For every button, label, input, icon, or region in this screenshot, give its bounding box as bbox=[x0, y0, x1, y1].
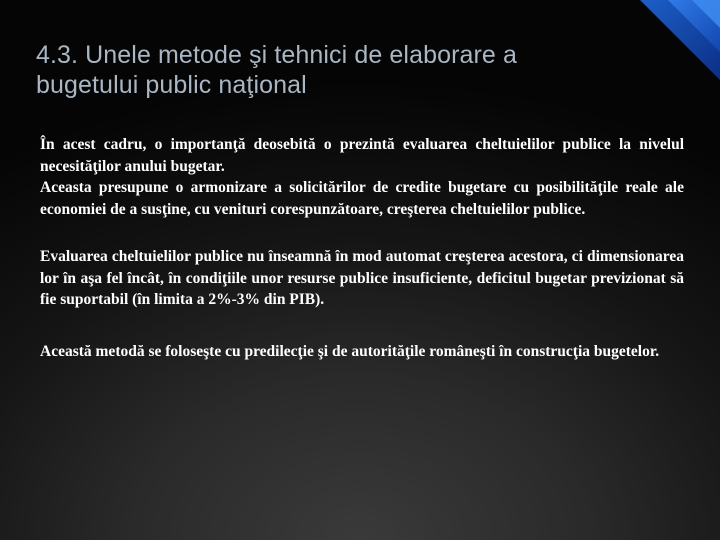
slide-body bbox=[40, 134, 684, 362]
slide-title: 4.3. Unele metode şi tehnici de elaborare a bugetului public naţional bbox=[36, 41, 517, 99]
corner-decoration bbox=[600, 0, 720, 120]
paragraph-2: Aceasta presupune o armonizare a solicitărilor de credite bugetare cu posibilităţile reale ale economiei de a susţine, cu venituri corespunzătoare, creşterea cheltuielilor publice. bbox=[40, 179, 684, 218]
paragraph-3: Evaluarea cheltuielilor publice nu înseamnă în mod automat creşterea acestora, ci dimensionarea lor în aşa fel încât, în condiţiile unor resurse publice insuficiente, deficitul bugetar previzionat să fie suportabil (în limita a 2%-3% din PIB). bbox=[40, 248, 684, 308]
paragraph-1: În acest cadru, o importanţă deosebită o prezintă evaluarea cheltuielilor publice la nivelul necesităţilor anului bugetar. bbox=[40, 136, 684, 175]
paragraph-4: Această metodă se foloseşte cu predilecţie şi de autorităţile româneşti în construcţia bugetelor. bbox=[40, 342, 660, 360]
